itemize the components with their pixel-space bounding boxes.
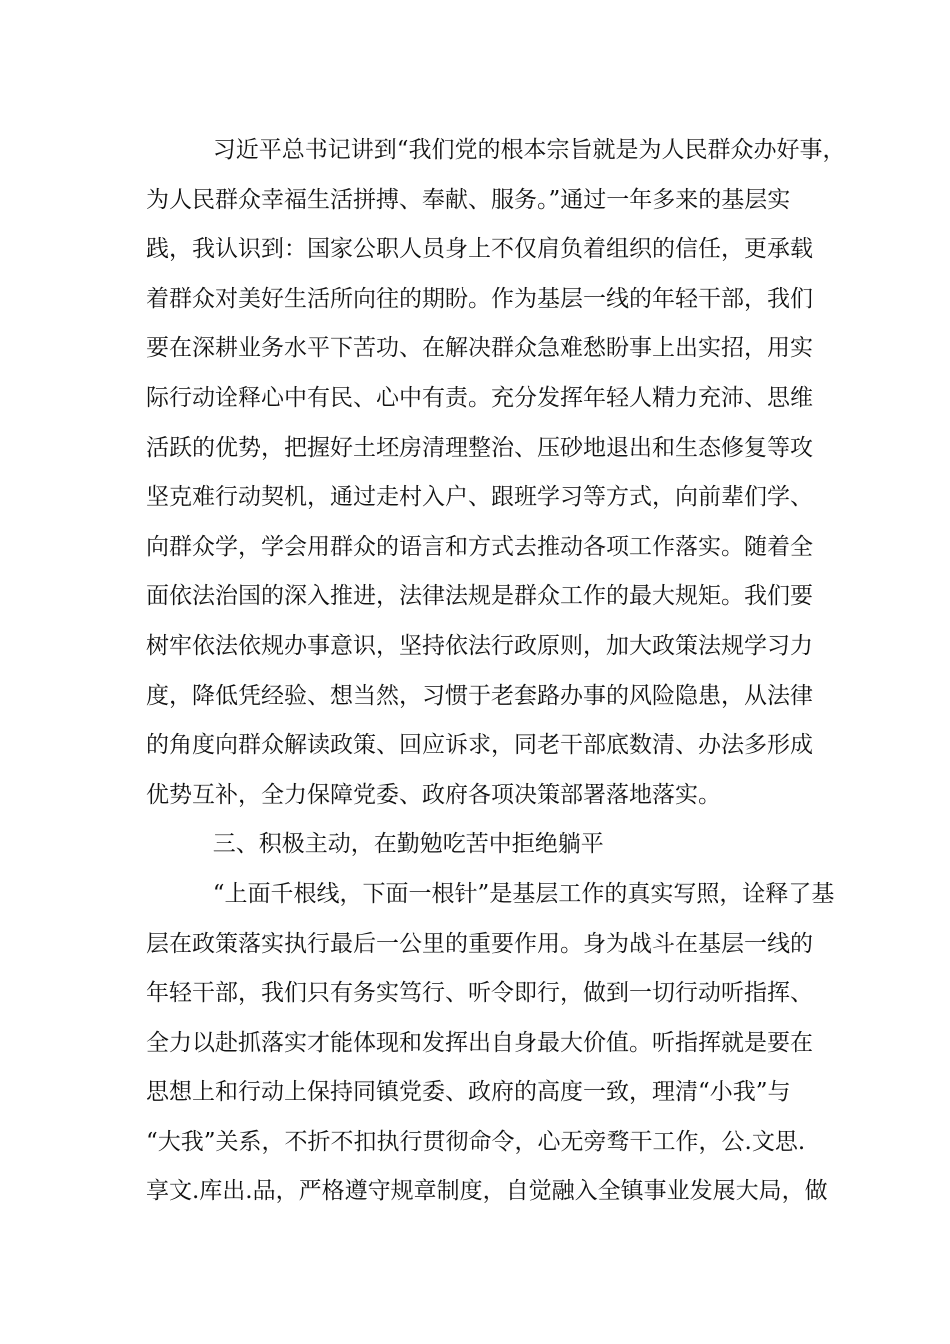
text-line: 着群众对美好生活所向往的期盼。作为基层一线的年轻干部，我们 [146, 285, 813, 312]
text-line: 思想上和行动上保持同镇党委、政府的高度一致，理清“小我”与 [146, 1079, 791, 1106]
text-line: 树牢依法依规办事意识，坚持依法行政原则，加大政策法规学习力 [146, 632, 813, 659]
text-line: 面依法治国的深入推进，法律法规是群众工作的最大规矩。我们要 [146, 583, 813, 610]
text-line: 的角度向群众解读政策、回应诉求，同老干部底数清、办法多形成 [146, 732, 813, 759]
text-line: “大我”关系，不折不扣执行贯彻命令，心无旁骛干工作，公.文思. [146, 1128, 806, 1155]
text-line: 度，降低凭经验、想当然，习惯于老套路办事的风险隐患，从法律 [146, 682, 813, 709]
document-body [146, 126, 846, 1217]
text-line: 活跃的优势，把握好土坯房清理整治、压砂地退出和生态修复等攻 [146, 434, 813, 461]
paragraph-1 [146, 126, 846, 820]
text-line: 层在政策落实执行最后一公里的重要作用。身为战斗在基层一线的 [146, 930, 813, 957]
text-line: 向群众学，学会用群众的语言和方式去推动各项工作落实。随着全 [146, 533, 813, 560]
text-line: 践，我认识到：国家公职人员身上不仅肩负着组织的信任，更承载 [146, 236, 813, 263]
text-line: 为人民群众幸福生活拼搏、奉献、服务。”通过一年多来的基层实 [146, 186, 791, 213]
text-line: 享文.库出.品，严格遵守规章制度，自觉融入全镇事业发展大局，做 [146, 1178, 828, 1205]
section-heading-text: 三、积极主动，在勤勉吃苦中拒绝躺平 [212, 831, 604, 858]
text-line: 习近平总书记讲到“我们党的根本宗旨就是为人民群众办好事， [212, 137, 846, 163]
text-line: 全力以赴抓落实才能体现和发挥出自身最大价值。听指挥就是要在 [146, 1029, 813, 1056]
paragraph-2 [146, 870, 835, 1217]
text-line: 要在深耕业务水平下苦功、在解决群众急难愁盼事上出实招，用实 [146, 335, 813, 362]
text-line: 优势互补，全力保障党委、政府各项决策部署落地落实。 [146, 781, 721, 808]
text-line: 年轻干部，我们只有务实笃行、听令即行，做到一切行动听指挥、 [146, 980, 813, 1007]
text-line: 坚克难行动契机，通过走村入户、跟班学习等方式，向前辈们学、 [146, 484, 813, 511]
text-line: 际行动诠释心中有民、心中有责。充分发挥年轻人精力充沛、思维 [146, 384, 813, 411]
text-line: “上面千根线，下面一根针”是基层工作的真实写照，诠释了基 [212, 880, 835, 907]
section-heading [146, 820, 806, 870]
